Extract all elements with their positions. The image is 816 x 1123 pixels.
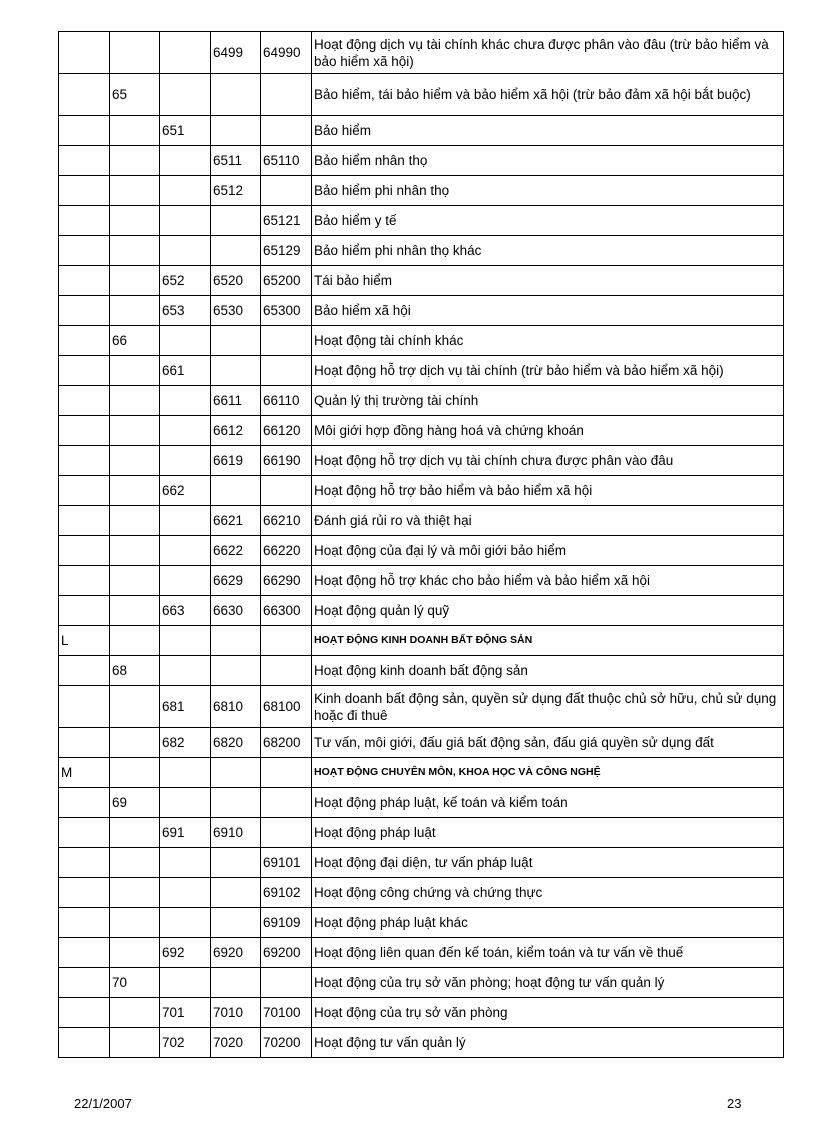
level4-code-cell: 6910 xyxy=(211,818,261,848)
level3-code-cell: 691 xyxy=(160,818,211,848)
level3-code-cell xyxy=(160,206,211,236)
level3-code-cell xyxy=(160,848,211,878)
level4-code-cell: 6622 xyxy=(211,536,261,566)
level2-code-cell xyxy=(110,416,160,446)
description-cell: Hoạt động kinh doanh bất động sản xyxy=(312,656,784,686)
table-row xyxy=(59,206,784,236)
description-cell: Kinh doanh bất động sản, quyền sử dụng đất thuộc chủ sở hữu, chủ sử dụng hoặc đi thuê xyxy=(312,686,784,728)
level5-code-cell: 64990 xyxy=(261,32,312,74)
description-cell: Môi giới hợp đồng hàng hoá và chứng khoán xyxy=(312,416,784,446)
level2-code-cell xyxy=(110,818,160,848)
level4-code-cell: 6810 xyxy=(211,686,261,728)
description-cell: Hoạt động quản lý quỹ xyxy=(312,596,784,626)
level5-code-cell: 68100 xyxy=(261,686,312,728)
level3-code-cell xyxy=(160,788,211,818)
level2-code-cell xyxy=(110,596,160,626)
level5-code-cell xyxy=(261,758,312,788)
level3-code-cell: 701 xyxy=(160,998,211,1028)
level5-code-cell: 69101 xyxy=(261,848,312,878)
level3-code-cell: 682 xyxy=(160,728,211,758)
level4-code-cell xyxy=(211,356,261,386)
level5-code-cell: 66290 xyxy=(261,566,312,596)
section-code-cell xyxy=(59,74,110,116)
level3-code-cell: 653 xyxy=(160,296,211,326)
level4-code-cell: 6520 xyxy=(211,266,261,296)
section-code-cell xyxy=(59,146,110,176)
level2-code-cell xyxy=(110,626,160,656)
level3-code-cell xyxy=(160,506,211,536)
level4-code-cell xyxy=(211,788,261,818)
level5-code-cell xyxy=(261,476,312,506)
table-row xyxy=(59,596,784,626)
level2-code-cell: 70 xyxy=(110,968,160,998)
level3-code-cell xyxy=(160,176,211,206)
section-code-cell xyxy=(59,476,110,506)
section-code-cell xyxy=(59,176,110,206)
section-code-cell xyxy=(59,938,110,968)
level2-code-cell xyxy=(110,446,160,476)
table-row xyxy=(59,32,784,74)
section-code-cell xyxy=(59,416,110,446)
table-row xyxy=(59,938,784,968)
description-cell: HOẠT ĐỘNG KINH DOANH BẤT ĐỘNG SẢN xyxy=(312,626,784,656)
section-code-cell xyxy=(59,356,110,386)
level4-code-cell: 6499 xyxy=(211,32,261,74)
level5-code-cell: 66120 xyxy=(261,416,312,446)
description-cell: Hoạt động liên quan đến kế toán, kiểm toán và tư vấn về thuế xyxy=(312,938,784,968)
level3-code-cell: 661 xyxy=(160,356,211,386)
description-cell: HOẠT ĐỘNG CHUYÊN MÔN, KHOA HỌC VÀ CÔNG NGHỆ xyxy=(312,758,784,788)
level4-code-cell xyxy=(211,878,261,908)
level2-code-cell xyxy=(110,386,160,416)
level2-code-cell xyxy=(110,848,160,878)
description-cell: Hoạt động đại diện, tư vấn pháp luật xyxy=(312,848,784,878)
level5-code-cell: 65200 xyxy=(261,266,312,296)
section-code-cell xyxy=(59,1028,110,1058)
description-cell: Bảo hiểm phi nhân thọ xyxy=(312,176,784,206)
description-cell: Hoạt động hỗ trợ dịch vụ tài chính (trừ bảo hiểm và bảo hiểm xã hội) xyxy=(312,356,784,386)
table-row xyxy=(59,656,784,686)
description-cell: Hoạt động pháp luật khác xyxy=(312,908,784,938)
table-row xyxy=(59,326,784,356)
table-row xyxy=(59,176,784,206)
level3-code-cell xyxy=(160,626,211,656)
description-cell: Bảo hiểm, tái bảo hiểm và bảo hiểm xã hội (trừ bảo đảm xã hội bắt buộc) xyxy=(312,74,784,116)
section-code-cell xyxy=(59,32,110,74)
description-cell: Hoạt động hỗ trợ bảo hiểm và bảo hiểm xã hội xyxy=(312,476,784,506)
level3-code-cell: 692 xyxy=(160,938,211,968)
level5-code-cell xyxy=(261,818,312,848)
level5-code-cell xyxy=(261,626,312,656)
level2-code-cell xyxy=(110,566,160,596)
description-cell: Hoạt động công chứng và chứng thực xyxy=(312,878,784,908)
level2-code-cell xyxy=(110,686,160,728)
classification-table xyxy=(58,31,784,1058)
level2-code-cell xyxy=(110,206,160,236)
section-code-cell xyxy=(59,536,110,566)
section-code-cell: L xyxy=(59,626,110,656)
level5-code-cell xyxy=(261,788,312,818)
description-cell: Hoạt động của trụ sở văn phòng xyxy=(312,998,784,1028)
description-cell: Bảo hiểm phi nhân thọ khác xyxy=(312,236,784,266)
section-code-cell xyxy=(59,116,110,146)
table-row xyxy=(59,818,784,848)
section-code-cell xyxy=(59,686,110,728)
table-row xyxy=(59,356,784,386)
level3-code-cell: 652 xyxy=(160,266,211,296)
level5-code-cell xyxy=(261,968,312,998)
level4-code-cell: 6611 xyxy=(211,386,261,416)
level2-code-cell xyxy=(110,878,160,908)
level5-code-cell: 65121 xyxy=(261,206,312,236)
level3-code-cell xyxy=(160,416,211,446)
table-row xyxy=(59,146,784,176)
level3-code-cell: 681 xyxy=(160,686,211,728)
section-code-cell xyxy=(59,908,110,938)
section-code-cell xyxy=(59,326,110,356)
description-cell: Hoạt động hỗ trợ khác cho bảo hiểm và bảo hiểm xã hội xyxy=(312,566,784,596)
level5-code-cell xyxy=(261,326,312,356)
level5-code-cell: 66220 xyxy=(261,536,312,566)
description-cell: Bảo hiểm xã hội xyxy=(312,296,784,326)
table-row xyxy=(59,968,784,998)
description-cell: Hoạt động tài chính khác xyxy=(312,326,784,356)
section-code-cell xyxy=(59,788,110,818)
level3-code-cell xyxy=(160,566,211,596)
level2-code-cell: 66 xyxy=(110,326,160,356)
level3-code-cell: 651 xyxy=(160,116,211,146)
level2-code-cell xyxy=(110,146,160,176)
description-cell: Hoạt động hỗ trợ dịch vụ tài chính chưa được phân vào đâu xyxy=(312,446,784,476)
section-code-cell: M xyxy=(59,758,110,788)
level3-code-cell xyxy=(160,386,211,416)
level2-code-cell xyxy=(110,476,160,506)
level4-code-cell: 6920 xyxy=(211,938,261,968)
footer-date: 22/1/2007 xyxy=(74,1096,132,1111)
description-cell: Tái bảo hiểm xyxy=(312,266,784,296)
level5-code-cell: 66300 xyxy=(261,596,312,626)
description-cell: Bảo hiểm y tế xyxy=(312,206,784,236)
section-code-cell xyxy=(59,386,110,416)
section-code-cell xyxy=(59,506,110,536)
table-row xyxy=(59,998,784,1028)
level3-code-cell xyxy=(160,74,211,116)
table-row xyxy=(59,446,784,476)
level2-code-cell xyxy=(110,266,160,296)
level4-code-cell xyxy=(211,626,261,656)
level5-code-cell: 65129 xyxy=(261,236,312,266)
level2-code-cell xyxy=(110,536,160,566)
section-code-cell xyxy=(59,878,110,908)
table-row xyxy=(59,686,784,728)
section-code-cell xyxy=(59,728,110,758)
level4-code-cell xyxy=(211,908,261,938)
table-row xyxy=(59,848,784,878)
table-row xyxy=(59,908,784,938)
table-row xyxy=(59,566,784,596)
description-cell: Hoạt động pháp luật xyxy=(312,818,784,848)
section-code-cell xyxy=(59,296,110,326)
description-cell: Bảo hiểm xyxy=(312,116,784,146)
section-code-cell xyxy=(59,206,110,236)
description-cell: Hoạt động của trụ sở văn phòng; hoạt động tư vấn quản lý xyxy=(312,968,784,998)
level5-code-cell: 70200 xyxy=(261,1028,312,1058)
page-number: 23 xyxy=(727,1096,742,1111)
section-code-cell xyxy=(59,446,110,476)
level3-code-cell xyxy=(160,908,211,938)
level2-code-cell xyxy=(110,356,160,386)
level3-code-cell xyxy=(160,878,211,908)
level4-code-cell xyxy=(211,476,261,506)
table-row xyxy=(59,476,784,506)
level3-code-cell: 663 xyxy=(160,596,211,626)
level4-code-cell xyxy=(211,326,261,356)
level4-code-cell xyxy=(211,758,261,788)
level2-code-cell xyxy=(110,998,160,1028)
level4-code-cell xyxy=(211,236,261,266)
level2-code-cell xyxy=(110,116,160,146)
level5-code-cell: 69109 xyxy=(261,908,312,938)
table-row xyxy=(59,416,784,446)
table-row xyxy=(59,236,784,266)
section-code-cell xyxy=(59,998,110,1028)
level4-code-cell: 6621 xyxy=(211,506,261,536)
level3-code-cell xyxy=(160,968,211,998)
level3-code-cell: 702 xyxy=(160,1028,211,1058)
level5-code-cell: 66110 xyxy=(261,386,312,416)
level5-code-cell: 68200 xyxy=(261,728,312,758)
level3-code-cell: 662 xyxy=(160,476,211,506)
level5-code-cell: 65300 xyxy=(261,296,312,326)
table-row xyxy=(59,74,784,116)
description-cell: Hoạt động tư vấn quản lý xyxy=(312,1028,784,1058)
level2-code-cell xyxy=(110,506,160,536)
description-cell: Hoạt động pháp luật, kế toán và kiểm toán xyxy=(312,788,784,818)
level5-code-cell: 69200 xyxy=(261,938,312,968)
section-row xyxy=(59,758,784,788)
level4-code-cell xyxy=(211,848,261,878)
level2-code-cell xyxy=(110,32,160,74)
level5-code-cell xyxy=(261,356,312,386)
level5-code-cell: 66210 xyxy=(261,506,312,536)
level2-code-cell xyxy=(110,296,160,326)
level4-code-cell: 6511 xyxy=(211,146,261,176)
table-row xyxy=(59,788,784,818)
level2-code-cell: 65 xyxy=(110,74,160,116)
section-code-cell xyxy=(59,566,110,596)
section-code-cell xyxy=(59,656,110,686)
table-body xyxy=(59,32,784,1058)
level2-code-cell xyxy=(110,908,160,938)
level2-code-cell xyxy=(110,176,160,206)
level3-code-cell xyxy=(160,656,211,686)
level5-code-cell: 66190 xyxy=(261,446,312,476)
table-row xyxy=(59,728,784,758)
description-cell: Bảo hiểm nhân thọ xyxy=(312,146,784,176)
level5-code-cell xyxy=(261,74,312,116)
level2-code-cell xyxy=(110,758,160,788)
description-cell: Hoạt động của đại lý và môi giới bảo hiểm xyxy=(312,536,784,566)
level2-code-cell xyxy=(110,236,160,266)
level4-code-cell: 6530 xyxy=(211,296,261,326)
table-row xyxy=(59,878,784,908)
level5-code-cell: 69102 xyxy=(261,878,312,908)
level4-code-cell xyxy=(211,206,261,236)
level4-code-cell: 6619 xyxy=(211,446,261,476)
section-code-cell xyxy=(59,848,110,878)
description-cell: Hoạt động dịch vụ tài chính khác chưa được phân vào đâu (trừ bảo hiểm và bảo hiểm xã hội) xyxy=(312,32,784,74)
level4-code-cell xyxy=(211,656,261,686)
section-code-cell xyxy=(59,818,110,848)
section-code-cell xyxy=(59,968,110,998)
table-row xyxy=(59,506,784,536)
level3-code-cell xyxy=(160,146,211,176)
level5-code-cell: 65110 xyxy=(261,146,312,176)
description-cell: Tư vấn, môi giới, đấu giá bất động sản, đấu giá quyền sử dụng đất xyxy=(312,728,784,758)
level3-code-cell xyxy=(160,536,211,566)
level4-code-cell: 6612 xyxy=(211,416,261,446)
table-row xyxy=(59,536,784,566)
level3-code-cell xyxy=(160,32,211,74)
level4-code-cell xyxy=(211,968,261,998)
level2-code-cell xyxy=(110,938,160,968)
level2-code-cell xyxy=(110,728,160,758)
table-row xyxy=(59,1028,784,1058)
level4-code-cell: 6630 xyxy=(211,596,261,626)
description-cell: Quản lý thị trường tài chính xyxy=(312,386,784,416)
level4-code-cell xyxy=(211,116,261,146)
table-row xyxy=(59,266,784,296)
table-row xyxy=(59,386,784,416)
level3-code-cell xyxy=(160,758,211,788)
level2-code-cell xyxy=(110,1028,160,1058)
section-code-cell xyxy=(59,236,110,266)
description-cell: Đánh giá rủi ro và thiệt hại xyxy=(312,506,784,536)
level4-code-cell: 7010 xyxy=(211,998,261,1028)
level5-code-cell: 70100 xyxy=(261,998,312,1028)
level5-code-cell xyxy=(261,176,312,206)
table-row xyxy=(59,116,784,146)
level5-code-cell xyxy=(261,656,312,686)
section-code-cell xyxy=(59,596,110,626)
level4-code-cell xyxy=(211,74,261,116)
section-code-cell xyxy=(59,266,110,296)
level4-code-cell: 6512 xyxy=(211,176,261,206)
table-row xyxy=(59,296,784,326)
level4-code-cell: 6629 xyxy=(211,566,261,596)
level2-code-cell: 69 xyxy=(110,788,160,818)
section-row xyxy=(59,626,784,656)
level4-code-cell: 7020 xyxy=(211,1028,261,1058)
level3-code-cell xyxy=(160,326,211,356)
level2-code-cell: 68 xyxy=(110,656,160,686)
level3-code-cell xyxy=(160,236,211,266)
level5-code-cell xyxy=(261,116,312,146)
level4-code-cell: 6820 xyxy=(211,728,261,758)
level3-code-cell xyxy=(160,446,211,476)
